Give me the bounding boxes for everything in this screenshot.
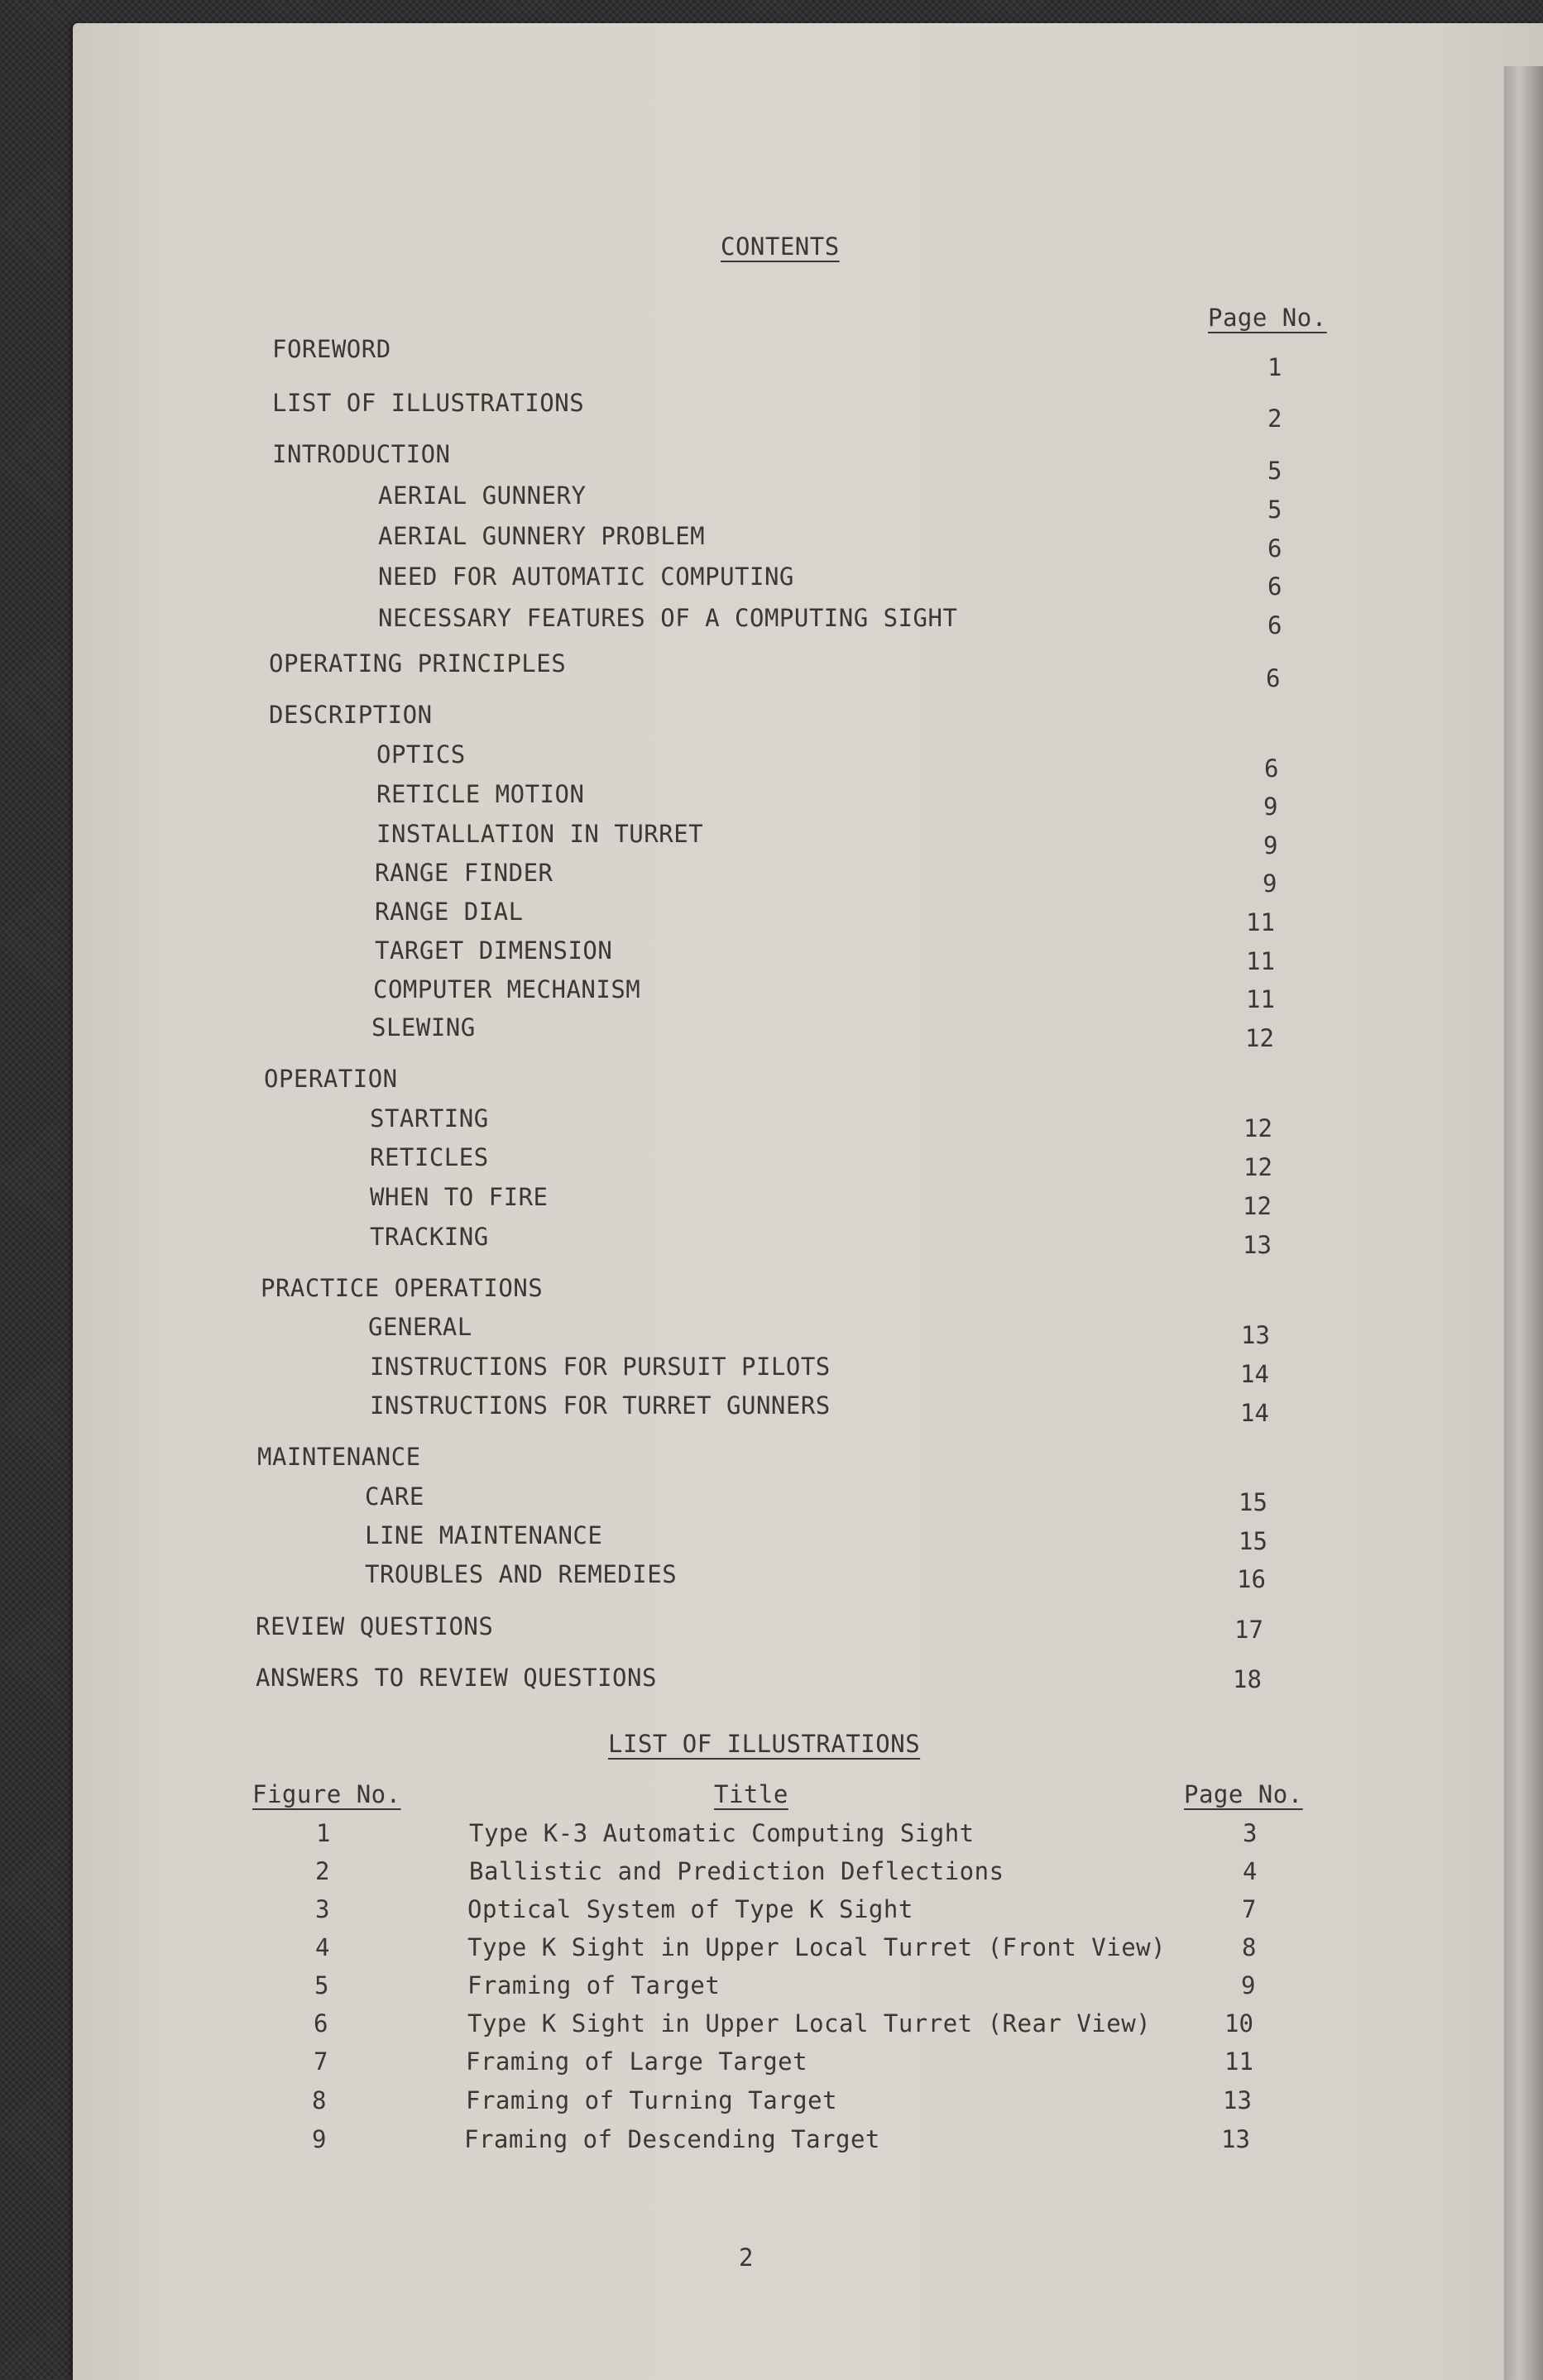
toc-entry-label: NECESSARY FEATURES OF A COMPUTING SIGHT (378, 604, 958, 632)
toc-entry-label: OPERATING PRINCIPLES (269, 649, 567, 678)
figure-page: 13 (1223, 2086, 1252, 2114)
toc-entry-label: TRACKING (370, 1223, 489, 1251)
toc-entry-page: 16 (1237, 1565, 1266, 1593)
toc-entry-label: DESCRIPTION (269, 701, 433, 729)
toc-entry-page: 12 (1244, 1153, 1272, 1181)
figure-page: 11 (1224, 2047, 1253, 2076)
toc-entry-label: RETICLE MOTION (376, 780, 585, 808)
toc-entry-page: 13 (1241, 1321, 1270, 1349)
next-page-edge (1504, 66, 1543, 2380)
figure-number: 5 (314, 1971, 329, 1999)
figure-page: 8 (1242, 1933, 1257, 1961)
toc-entry-page: 15 (1239, 1527, 1267, 1555)
toc-entry-label: RETICLES (370, 1143, 489, 1171)
toc-entry-page: 11 (1246, 947, 1275, 975)
figure-title: Optical System of Type K Sight (467, 1895, 913, 1923)
toc-entry-page: 2 (1267, 405, 1282, 433)
toc-entry-label: STARTING (370, 1104, 489, 1133)
figure-title: Type K Sight in Upper Local Turret (Front View) (467, 1933, 1167, 1961)
toc-entry-label: RANGE DIAL (375, 898, 524, 926)
figure-title: Framing of Turning Target (466, 2086, 837, 2114)
page-column-header: Page No. (1184, 1780, 1303, 1808)
toc-entry-page: 6 (1267, 534, 1282, 563)
toc-entry-page: 9 (1263, 793, 1278, 821)
figure-page: 4 (1243, 1857, 1258, 1885)
toc-entry-label: AERIAL GUNNERY PROBLEM (378, 522, 706, 550)
toc-entry-label: PRACTICE OPERATIONS (261, 1274, 544, 1302)
figure-number: 2 (315, 1857, 330, 1885)
figure-number: 8 (312, 2086, 327, 2114)
toc-entry-label: OPTICS (376, 740, 466, 769)
figure-number: 9 (312, 2125, 327, 2153)
figure-title: Framing of Target (467, 1971, 721, 1999)
toc-entry-page: 12 (1245, 1024, 1274, 1052)
figure-title: Framing of Descending Target (464, 2125, 880, 2153)
toc-entry-label: FOREWORD (272, 335, 391, 363)
toc-entry-label: CARE (365, 1482, 424, 1511)
toc-entry-page: 18 (1233, 1665, 1262, 1693)
figure-column-header: Figure No. (252, 1780, 401, 1808)
toc-entry-label: GENERAL (368, 1313, 472, 1341)
toc-entry-page: 6 (1267, 611, 1282, 639)
figure-page: 3 (1243, 1819, 1258, 1847)
toc-entry-label: ANSWERS TO REVIEW QUESTIONS (256, 1664, 657, 1692)
toc-entry-label: REVIEW QUESTIONS (256, 1612, 494, 1640)
toc-entry-label: AERIAL GUNNERY (378, 481, 587, 510)
contents-page-column-header: Page No. (1208, 304, 1327, 332)
toc-entry-label: SLEWING (371, 1013, 476, 1042)
toc-entry-page: 6 (1266, 664, 1281, 692)
toc-entry-label: NEED FOR AUTOMATIC COMPUTING (378, 563, 794, 591)
figure-title: Type K Sight in Upper Local Turret (Rear View) (467, 2009, 1152, 2038)
toc-entry-page: 9 (1263, 869, 1277, 898)
toc-entry-page: 6 (1264, 754, 1279, 783)
toc-entry-label: TARGET DIMENSION (375, 936, 613, 965)
toc-entry-page: 5 (1267, 496, 1282, 524)
toc-entry-label: MAINTENANCE (257, 1443, 421, 1471)
toc-entry-label: RANGE FINDER (375, 859, 553, 887)
toc-entry-label: COMPUTER MECHANISM (373, 975, 641, 1003)
toc-entry-page: 14 (1240, 1399, 1269, 1427)
toc-entry-label: INSTRUCTIONS FOR PURSUIT PILOTS (370, 1353, 831, 1381)
toc-entry-label: INSTRUCTIONS FOR TURRET GUNNERS (370, 1391, 831, 1420)
toc-entry-label: LINE MAINTENANCE (365, 1521, 603, 1549)
toc-entry-page: 11 (1246, 985, 1275, 1013)
illustrations-heading: LIST OF ILLUSTRATIONS (608, 1730, 921, 1758)
toc-entry-page: 13 (1243, 1231, 1272, 1259)
toc-entry-page: 12 (1243, 1192, 1272, 1220)
toc-entry-page: 14 (1240, 1360, 1269, 1388)
figure-number: 7 (314, 2047, 328, 2076)
figure-number: 4 (315, 1933, 330, 1961)
toc-entry-label: INSTALLATION IN TURRET (376, 820, 704, 848)
toc-entry-page: 9 (1263, 831, 1278, 860)
title-column-header: Title (714, 1780, 788, 1808)
figure-page: 13 (1221, 2125, 1250, 2153)
figure-page: 10 (1224, 2009, 1253, 2038)
figure-page: 7 (1242, 1895, 1257, 1923)
figure-title: Framing of Large Target (466, 2047, 808, 2076)
figure-page: 9 (1241, 1971, 1256, 1999)
toc-entry-page: 15 (1239, 1488, 1267, 1516)
figure-number: 3 (315, 1895, 330, 1923)
toc-entry-page: 12 (1244, 1114, 1272, 1142)
toc-entry-page: 17 (1234, 1616, 1263, 1644)
toc-entry-label: INTRODUCTION (272, 440, 451, 468)
figure-title: Type K-3 Automatic Computing Sight (469, 1819, 975, 1847)
toc-entry-label: LIST OF ILLUSTRATIONS (272, 389, 585, 417)
toc-entry-page: 6 (1267, 572, 1282, 601)
toc-entry-label: TROUBLES AND REMEDIES (365, 1560, 678, 1588)
page-number: 2 (739, 2244, 754, 2272)
toc-entry-label: WHEN TO FIRE (370, 1183, 549, 1211)
toc-entry-page: 5 (1267, 457, 1282, 485)
toc-entry-page: 1 (1267, 353, 1282, 381)
toc-entry-page: 11 (1246, 908, 1275, 936)
figure-number: 6 (314, 2009, 328, 2038)
figure-number: 1 (316, 1819, 331, 1847)
figure-title: Ballistic and Prediction Deflections (469, 1857, 1004, 1885)
contents-heading: CONTENTS (721, 232, 840, 261)
toc-entry-label: OPERATION (264, 1065, 398, 1093)
